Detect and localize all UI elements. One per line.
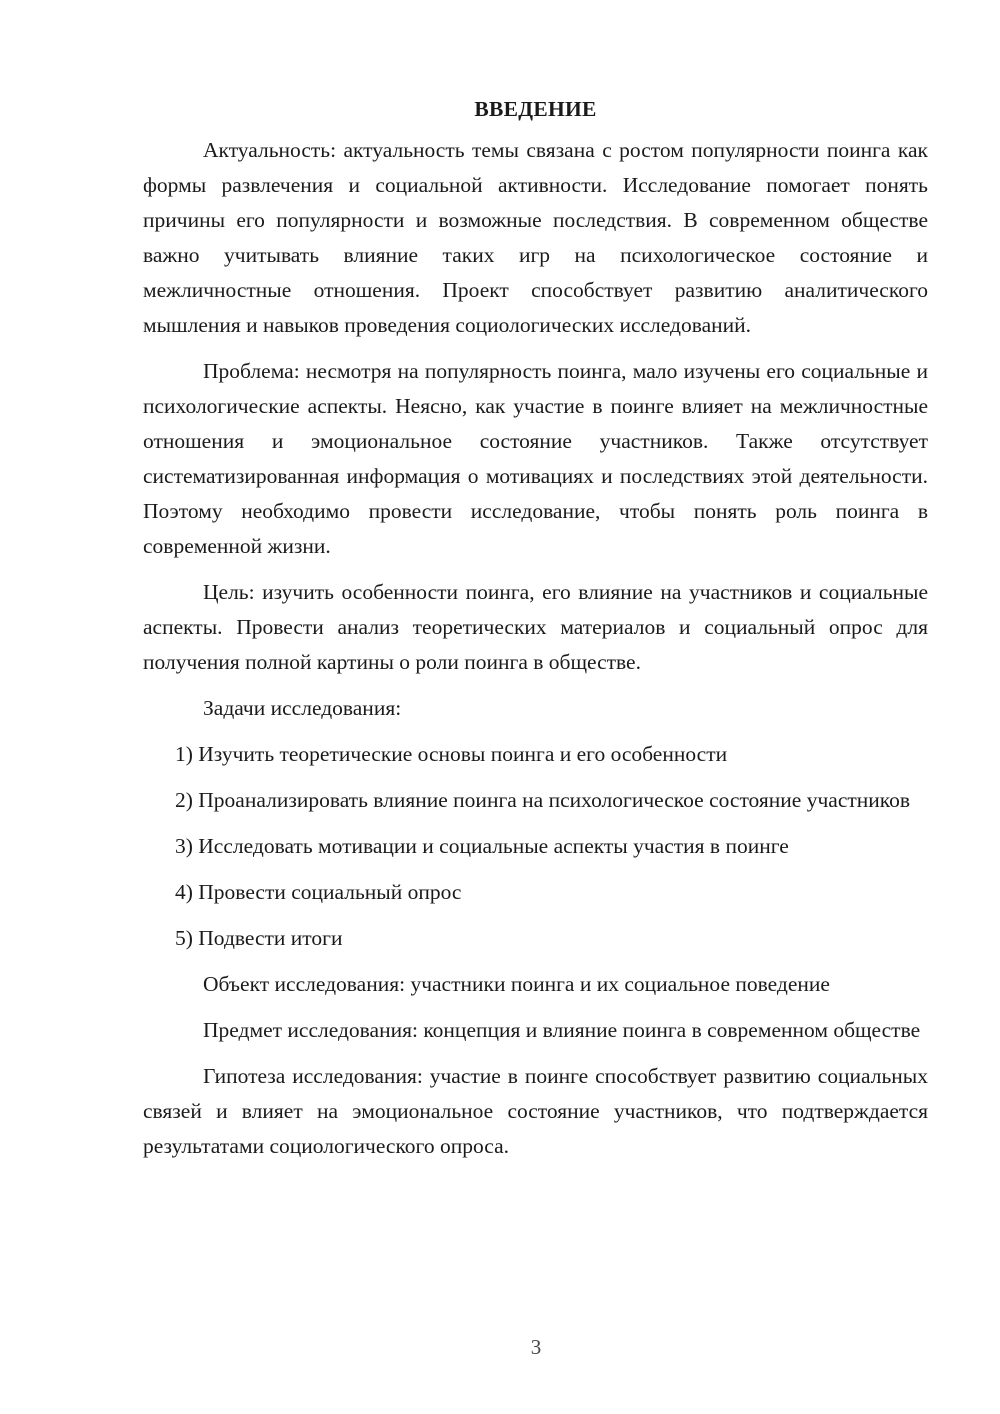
task-item-4: 4) Провести социальный опрос xyxy=(175,880,462,904)
task-item-5: 5) Подвести итоги xyxy=(175,926,343,950)
paragraph-object: Объект исследования: участники поинга и их социальное поведение xyxy=(203,972,830,996)
paragraph-hypothesis: Гипотеза исследования: участие в поинге способствует развитию социальных связей и влияет на эмоциональное состояние участников, что подтверждается результатами социологического опроса. xyxy=(143,1064,928,1158)
task-item-1: 1) Изучить теоретические основы поинга и его особенности xyxy=(175,742,728,766)
paragraph-subject: Предмет исследования: концепция и влияние поинга в современном обществе xyxy=(203,1018,921,1042)
paragraph-relevance: Актуальность: актуальность темы связана с ростом популярности поинга как формы развлечения и социальной активности. Исследование помогает понять причины его популярности и возможные последствия. В современном обществе важно учитывать влияние таких игр на психологическое состояние и межличностные отношения. Проект способствует развитию аналитического мышления и навыков проведения социологических исследований. xyxy=(143,138,928,337)
page-number: 3 xyxy=(530,1335,542,1359)
task-item-3: 3) Исследовать мотивации и социальные аспекты участия в поинге xyxy=(175,834,789,858)
task-item-2: 2) Проанализировать влияние поинга на психологическое состояние участников xyxy=(175,788,911,812)
paragraph-goal: Цель: изучить особенности поинга, его влияние на участников и социальные аспекты. Провести анализ теоретических материалов и социальный опрос для получения полной картины о роли поинга в обществе. xyxy=(143,580,928,674)
section-title: ВВЕДЕНИЕ xyxy=(474,97,597,121)
paragraph-problem: Проблема: несмотря на популярность поинга, мало изучены его социальные и психологические аспекты. Неясно, как участие в поинге влияет на межличностные отношения и эмоциональное состояние участников. Также отсутствует систематизированная информация о мотивациях и последствиях этой деятельности. Поэтому необходимо провести исследование, чтобы понять роль поинга в современной жизни. xyxy=(143,359,928,558)
paragraph-tasks-heading: Задачи исследования: xyxy=(203,696,402,720)
page-content xyxy=(143,92,928,1175)
